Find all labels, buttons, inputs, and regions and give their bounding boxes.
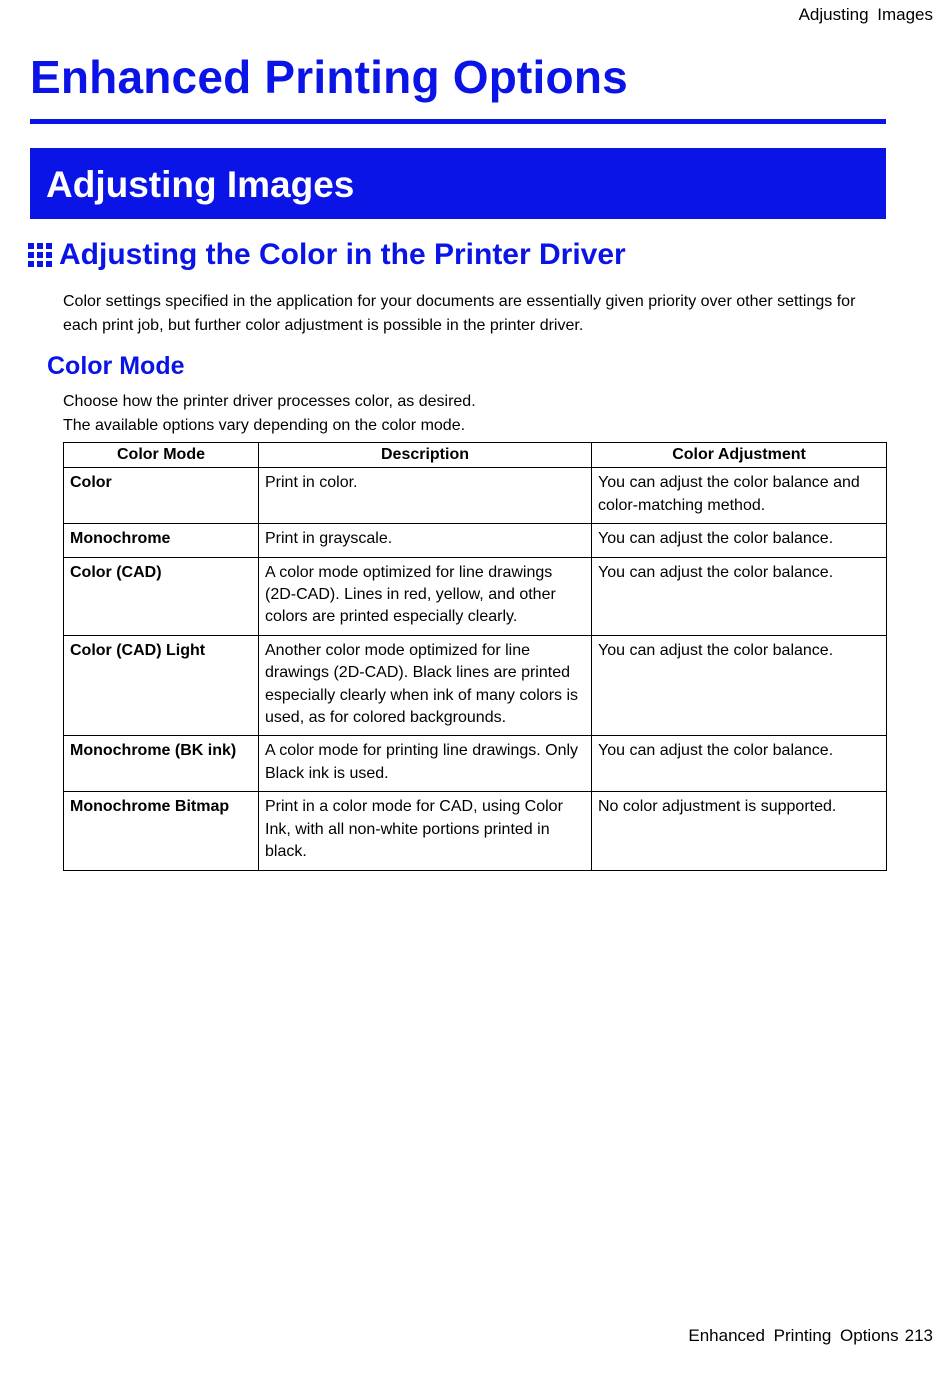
- adjustment-cell: You can adjust the color balance.: [592, 635, 887, 736]
- column-header-color-mode: Color Mode: [64, 443, 259, 468]
- table-row: [64, 792, 887, 870]
- description-cell: Print in grayscale.: [259, 524, 592, 557]
- section-banner: [30, 148, 886, 219]
- description-cell: A color mode optimized for line drawings (2D-CAD). Lines in red, yellow, and other colors are printed especially clearly.: [259, 557, 592, 635]
- mode-cell: Color (CAD) Light: [64, 635, 259, 736]
- mode-cell: Color (CAD): [64, 557, 259, 635]
- description-cell: A color mode for printing line drawings. Only Black ink is used.: [259, 736, 592, 792]
- color-mode-description-line-1: Choose how the printer driver processes color, as desired.: [63, 393, 476, 410]
- description-cell: Another color mode optimized for line drawings (2D-CAD). Black lines are printed especially clearly when ink of many colors is used, as for colored backgrounds.: [259, 635, 592, 736]
- column-header-description: Description: [259, 443, 592, 468]
- table-row: [64, 557, 887, 635]
- mode-cell: Monochrome Bitmap: [64, 792, 259, 870]
- mode-cell: Color: [64, 468, 259, 524]
- adjustment-cell: You can adjust the color balance.: [592, 524, 887, 557]
- adjustment-cell: You can adjust the color balance and color-matching method.: [592, 468, 887, 524]
- table-row: [64, 635, 887, 736]
- description-cell: Print in color.: [259, 468, 592, 524]
- subsection-heading: [28, 238, 626, 272]
- adjustment-cell: You can adjust the color balance.: [592, 736, 887, 792]
- table-row: [64, 736, 887, 792]
- mode-cell: Monochrome: [64, 524, 259, 557]
- description-cell: Print in a color mode for CAD, using Color Ink, with all non-white portions printed in black.: [259, 792, 592, 870]
- footer-title: Enhanced Printing Options: [688, 1326, 899, 1345]
- color-mode-heading: Color Mode: [47, 352, 185, 380]
- adjustment-cell: You can adjust the color balance.: [592, 557, 887, 635]
- chapter-title: Enhanced Printing Options: [30, 51, 628, 103]
- color-mode-description-line-2: The available options vary depending on the color mode.: [63, 417, 466, 434]
- subsection-title: Adjusting the Color in the Printer Driver: [59, 238, 626, 271]
- running-header: Adjusting Images: [798, 5, 933, 24]
- intro-paragraph: Color settings specified in the application for your documents are essentially given priority over other settings for each print job, but further color adjustment is possible in the printer driver.: [63, 293, 856, 334]
- page-number: 213: [904, 1326, 933, 1345]
- table-header-row: [64, 443, 887, 468]
- page-footer: [688, 1326, 933, 1346]
- section-title: Adjusting Images: [46, 164, 355, 205]
- table-row: [64, 468, 887, 524]
- mode-cell: Monochrome (BK ink): [64, 736, 259, 792]
- adjustment-cell: No color adjustment is supported.: [592, 792, 887, 870]
- table-row: [64, 524, 887, 557]
- chapter-divider: [30, 119, 886, 124]
- column-header-color-adjustment: Color Adjustment: [592, 443, 887, 468]
- color-mode-table: [63, 442, 887, 871]
- grid-icon: [28, 243, 54, 269]
